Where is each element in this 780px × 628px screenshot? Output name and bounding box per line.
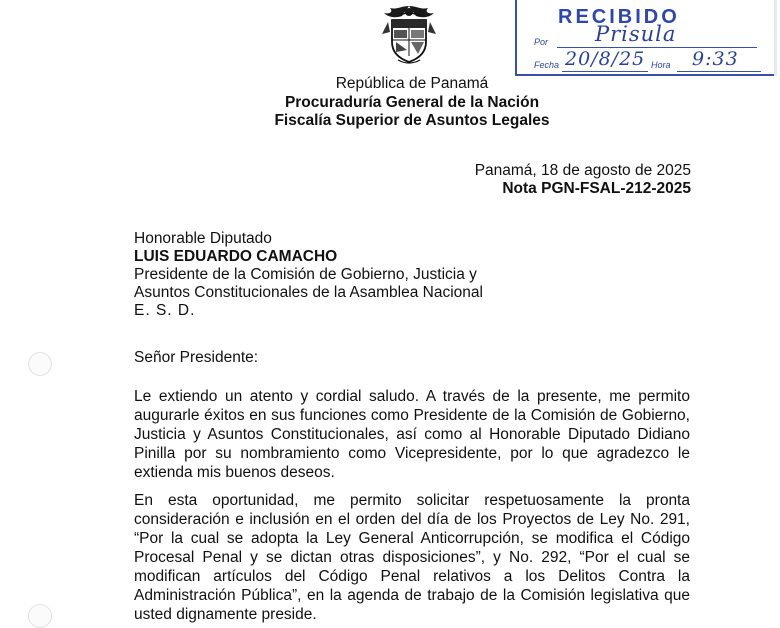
header-office: Fiscalía Superior de Asuntos Legales [274,112,550,129]
body-paragraph-2: En esta oportunidad, me permito solicitar respetuosamente la pronta consideración e inclusión en el orden del día de los Proyectos de Ley No. 291, “Por la cual se adopta la Ley General Anticorrupción, se modifica el Código Procesal Penal y se dictan otras disposiciones”, y No. 292, “Por el cual se modifican artículos del Código Penal relativos a los Delitos Contra la Administración Pública”, en la agenda de trabajo de la Comisión legislativa que usted dignamente preside. [134,492,690,623]
letter-date: Panamá, 18 de agosto de 2025 [474,162,691,179]
stamp-fecha-line [562,71,648,72]
binder-hole-top [28,352,52,376]
stamp-por-label: Por [534,37,549,47]
recipient-title: Honorable Diputado [134,230,272,247]
body-paragraph-1: Le extiendo un atento y cordial saludo. A través de la presente, me permito augurarle éxitos en sus funciones como Presidente de la Comisión de Gobierno, Justicia y Asuntos Constitucionales, así como al Honorable Diputado Didiano Pinilla por su nombramiento como Vicepresidente, por lo que agradezco le extienda mis buenos deseos. [134,388,690,481]
recipient-position-line2: Asuntos Constitucionales de la Asamblea Nacional [134,284,483,301]
stamp-por-signature: Prisula [595,22,677,46]
stamp-hora-label: Hora [651,60,671,70]
header-institution: Procuraduría General de la Nación [284,94,540,111]
stamp-fecha-value: 20/8/25 [565,48,646,70]
recipient-position-line1: Presidente de la Comisión de Gobierno, Justicia y [134,266,477,283]
stamp-edge [774,0,777,76]
stamp-hora-line [677,71,761,72]
recipient-name: LUIS EDUARDO CAMACHO [134,248,338,265]
stamp-title: RECIBIDO [558,6,680,28]
coat-of-arms-emblem [376,4,442,66]
received-stamp [515,0,777,76]
recipient-esd: E. S. D. [134,302,196,319]
stamp-fecha-label: Fecha [534,60,560,70]
salutation: Señor Presidente: [134,349,259,366]
header-country: República de Panamá [335,75,489,92]
stamp-hora-value: 9:33 [692,48,739,70]
binder-hole-bottom [28,604,52,628]
letter-reference: Nota PGN-FSAL-212-2025 [502,180,691,197]
